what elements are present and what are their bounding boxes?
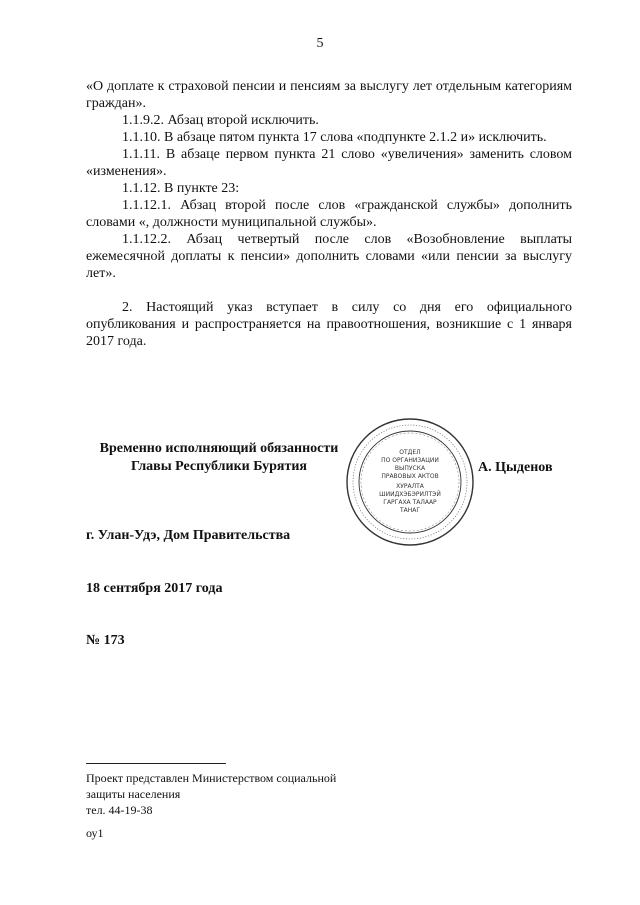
paragraph-1-1-12-2: 1.1.12.2. Абзац четвертый после слов «Возобновление выплаты ежемесячной доплаты к пенсии» дополнить словами «или пенсии за выслугу лет». <box>86 232 572 281</box>
seal-line-6: ШИИДХЭБЭРИЛТЭЙ <box>379 491 441 498</box>
decree-number: № 173 <box>86 633 125 648</box>
footnote-line2: защиты населения <box>86 787 181 801</box>
paragraph-1-1-9-2: 1.1.9.2. Абзац второй исключить. <box>122 113 319 128</box>
signatory-title <box>86 440 352 476</box>
footnote-phone: тел. 44-19-38 <box>86 803 153 817</box>
signatory-title-line2: Главы Республики Бурятия <box>130 459 307 474</box>
paragraph-1-1-12: 1.1.12. В пункте 23: <box>122 181 240 196</box>
paragraph-2: 2. Настоящий указ вступает в силу со дня его официального опубликования и распространяется на правоотношения, возникшие с 1 января 2017 года. <box>86 300 572 349</box>
paragraph-1-1-12-1: 1.1.12.1. Абзац второй после слов «гражданской службы» дополнить словами «, должности муниципальной службы». <box>86 198 572 230</box>
signatory-title-line1: Временно исполняющий обязанности <box>99 441 339 456</box>
seal-line-4: ПРАВОВЫХ АКТОВ <box>381 473 439 480</box>
seal-text-ring <box>353 425 467 539</box>
decree-body <box>86 78 572 350</box>
seal-line-7: ГАРГАХА ТАЛААР <box>383 499 437 506</box>
page-number: 5 <box>316 36 324 51</box>
paragraph-law-title: «О доплате к страховой пенсии и пенсиям за выслугу лет отдельным категориям граждан». <box>86 79 572 111</box>
paragraph-1-1-10: 1.1.10. В абзаце пятом пункта 17 слова «подпункте 2.1.2 и» исключить. <box>122 130 547 145</box>
footnote <box>86 770 406 818</box>
seal-line-8: ТАНАГ <box>399 507 421 514</box>
seal-line-1: ОТДЕЛ <box>399 449 421 456</box>
issue-place: г. Улан-Удэ, Дом Правительства <box>86 528 291 543</box>
seal-line-5: ХУРАЛТА <box>396 483 424 490</box>
signatory-name: А. Цыденов <box>478 460 553 475</box>
official-seal <box>344 416 476 548</box>
seal-dotted-ring <box>361 433 459 531</box>
seal-line-3: ВЫПУСКА <box>394 465 426 472</box>
seal-line-2: ПО ОРГАНИЗАЦИИ <box>381 457 439 464</box>
paragraph-1-1-11: 1.1.11. В абзаце первом пункта 21 слово «увеличения» заменить словом «изменения». <box>86 147 572 179</box>
footnote-divider <box>86 763 226 764</box>
seal-mid-ring <box>359 431 461 533</box>
issue-date: 18 сентября 2017 года <box>86 581 223 596</box>
footnote-line1: Проект представлен Министерством социальной <box>86 771 337 785</box>
seal-outer-ring <box>347 419 473 545</box>
document-code: оу1 <box>86 826 104 840</box>
